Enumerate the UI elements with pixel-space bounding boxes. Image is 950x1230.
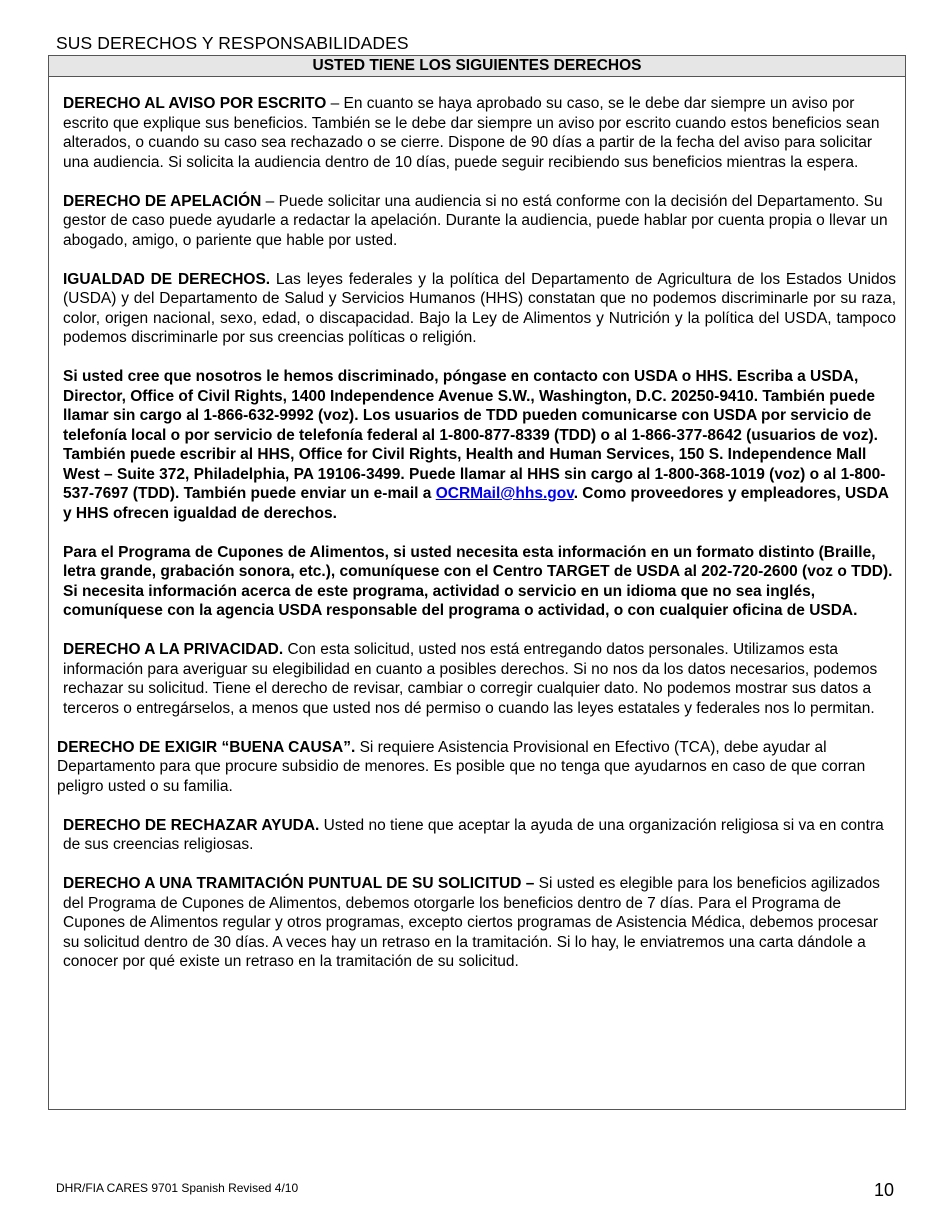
section-cupones (63, 543, 896, 621)
rights-box-title: USTED TIENE LOS SIGUIENTES DERECHOS (49, 56, 905, 77)
section-rechazar-label: DERECHO DE RECHAZAR AYUDA. (63, 816, 320, 834)
section-tramitacion (63, 874, 896, 972)
section-tramitacion-label: DERECHO A UNA TRAMITACIÓN PUNTUAL DE SU SOLICITUD – (63, 875, 535, 892)
footer-form-id: DHR/FIA CARES 9701 Spanish Revised 4/10 (56, 1181, 299, 1195)
page-heading: SUS DERECHOS Y RESPONSABILIDADES (56, 33, 409, 53)
section-discriminacion-text: Si usted cree que nosotros le hemos discriminado, póngase en contacto con USDA o HHS. Escriba a USDA, Director, Office of Civil Rights, 1400 Independence Avenue S.W., Washington, D.C. 20250-9410. También puede llamar sin cargo al 1-866-632-9992 (voz). Los usuarios de TDD pueden comunicarse con USDA por servicio de telefonía local o por servicio de telefonía federal al 1-800-877-8339 (TDD) o al 1-866-377-8642 (usuarios de voz). También puede escribir al HHS, Office for Civil Rights, Health and Human Services, 150 S. Independence Mall West – Suite 372, Philadelphia, PA 19106-3499. Puede llamar al HHS sin cargo al 1-800-368-1019 (voz) o al 1-800-537-7697 (TDD). También puede enviar un e-mail a (63, 368, 886, 502)
section-buena-causa-label: DERECHO DE EXIGIR “BUENA CAUSA”. (57, 738, 356, 756)
section-aviso (63, 94, 896, 172)
rights-box (48, 55, 906, 1110)
section-igualdad-label: IGUALDAD DE DERECHOS. (63, 270, 271, 288)
section-privacidad-label: DERECHO A LA PRIVACIDAD. (63, 641, 284, 658)
section-apelacion-text: – Puede solicitar una audiencia si no está conforme con la decisión del Departamento. Su gestor de caso puede ayudarle a redactar la apelación. Durante la audiencia, puede hablar por cuenta propia o llevar un abogado, amigo, o pariente que hable por usted. (63, 192, 888, 249)
section-apelacion (63, 192, 896, 251)
section-privacidad (63, 640, 896, 718)
section-rechazar (63, 816, 896, 855)
section-buena-causa (57, 738, 896, 797)
section-aviso-text: – En cuanto se haya aprobado su caso, se le debe dar siempre un aviso por escrito que explique sus beneficios. También se le debe dar siempre un aviso por escrito cuando estos beneficios sean alterados, o cuando su caso sea rechazado o se cierre. Dispone de 90 días a partir de la fecha del aviso para solicitar una audiencia. Si solicita la audiencia dentro de 10 días, puede seguir recibiendo sus beneficios mientras la espera. (63, 95, 880, 171)
section-igualdad (63, 270, 896, 348)
section-discriminacion-text-after: . Como proveedores y empleadores, USDA y HHS ofrecen igualdad de derechos. (63, 485, 889, 522)
rights-content (57, 94, 896, 991)
section-rechazar-text: Usted no tiene que aceptar la ayuda de una organización religiosa si va en contra de sus creencias religiosas. (63, 816, 884, 853)
section-cupones-text: Para el Programa de Cupones de Alimentos, si usted necesita esta información en un formato distinto (Braille, letra grande, grabación sonora, etc.), comuníquese con el Centro TARGET de USDA al 202-720-2600 (voz o TDD). Si necesita información acerca de este programa, actividad o servicio en un idioma que no sea inglés, comuníquese con la agencia USDA responsable del programa o actividad, o con cualquier oficina de USDA. (63, 543, 893, 619)
email-link[interactable]: OCRMail@hhs.gov (435, 485, 574, 502)
section-igualdad-text: Las leyes federales y la política del Departamento de Agricultura de los Estados Unidos (USDA) y del Departamento de Salud y Servicios Humanos (HHS) constatan que no podemos discriminarle por su raza, color, origen nacional, sexo, edad, o discapacidad. Bajo la Ley de Alimentos y Nutrición y la política del USDA, tampoco podemos discriminarle por sus creencias políticas o religión. (63, 270, 896, 346)
page-number: 10 (873, 1180, 894, 1200)
section-tramitacion-text: Si usted es elegible para los beneficios agilizados del Programa de Cupones de Alimentos, debemos otorgarle los beneficios dentro de 7 días. Para el Programa de Cupones de Alimentos regular y otros programas, excepto ciertos programas de Asistencia Médica, debemos procesar su solicitud dentro de 30 días. A veces hay un retraso en la tramitación. Si lo hay, le enviatremos una carta dándole a conocer por qué existe un retraso en la tramitación de su solicitud. (63, 875, 880, 970)
section-discriminacion (63, 367, 896, 523)
section-apelacion-label: DERECHO DE APELACIÓN (63, 192, 262, 210)
section-aviso-label: DERECHO AL AVISO POR ESCRITO (63, 95, 327, 112)
section-buena-causa-text: Si requiere Asistencia Provisional en Efectivo (TCA), debe ayudar al Departamento para que procure subsidio de menores. Es posible que no tenga que ayudarnos en caso de que corran peligro usted o su familia. (57, 738, 866, 795)
section-privacidad-text: Con esta solicitud, usted nos está entregando datos personales. Utilizamos esta información para averiguar su elegibilidad en cuanto a posibles derechos. Si no nos da los datos necesarios, podemos rechazar su solicitud. Tiene el derecho de revisar, cambiar o corregir cualquier dato. No podemos mostrar sus datos a terceros o entregárselos, a menos que usted nos dé permiso o cuando las leyes estatales y federales nos lo permitan. (63, 641, 878, 717)
